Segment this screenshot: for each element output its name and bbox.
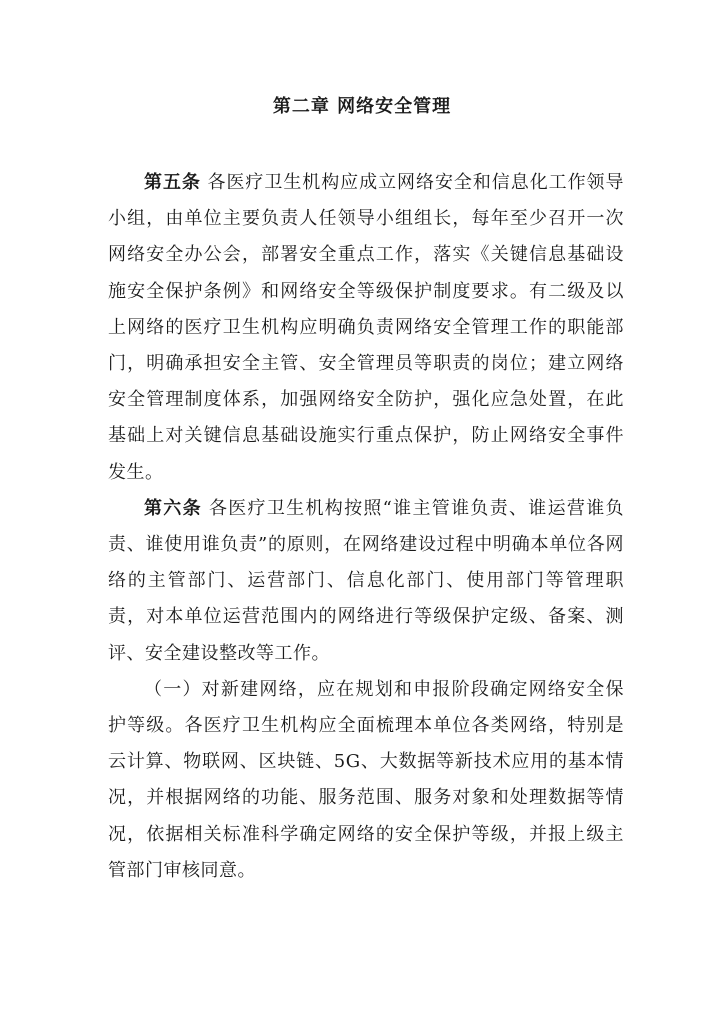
article-number: 第六条 [144,497,202,519]
paragraph-article-6 [108,491,624,672]
chapter-title: 第二章 网络安全管理 [272,96,452,117]
paragraph-text: 各医疗卫生机构应成立网络安全和信息化工作领导小组，由单位主要负责人任领导小组组长，每年至少召开一次网络安全办公会，部署安全重点工作，落实《关键信息基础设施安全保护条例》和网络安全等级保护制度要求。有二级及以上网络的医疗卫生机构应明确负责网络安全管理工作的职能部门，明确承担安全主管、安全管理员等职责的岗位；建立网络安全管理制度体系，加强网络安全防护，强化应急处置，在此基础上对关键信息基础设施实行重点保护，防止网络安全事件发生。 [108,172,624,483]
paragraph-item-1 [108,672,624,889]
paragraph-article-5 [108,165,624,491]
article-number: 第五条 [144,172,201,193]
paragraph-text: 各医疗卫生机构按照“谁主管谁负责、谁运营谁负责、谁使用谁负责”的原则，在网络建设过程中明确本单位各网络的主管部门、运营部门、信息化部门、使用部门等管理职责，对本单位运营范围内的网络进行等级保护定级、备案、测评、安全建设整改等工作。 [108,497,625,664]
document-body [108,165,624,889]
paragraph-text: （一）对新建网络，应在规划和申报阶段确定网络安全保护等级。各医疗卫生机构应全面梳理本单位各类网络，特别是云计算、物联网、区块链、5G、大数据等新技术应用的基本情况，并根据网络的功能、服务范围、服务对象和处理数据等情况，依据相关标准科学确定网络的安全保护等级，并报上级主管部门审核同意。 [108,678,624,881]
